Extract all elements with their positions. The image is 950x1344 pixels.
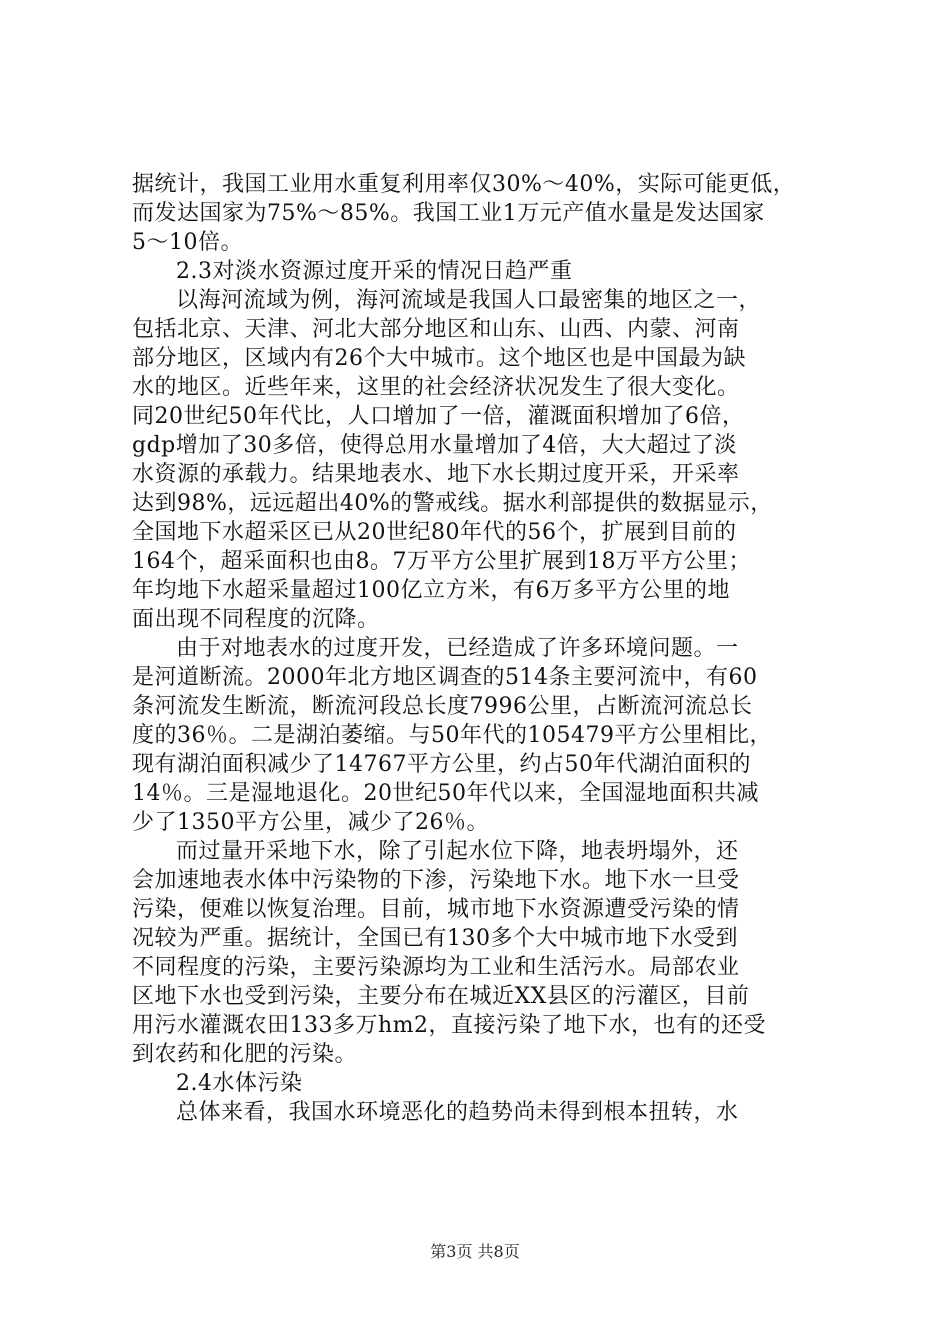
text-line: 据统计，我国工业用水重复利用率仅30%～40%，实际可能更低，: [132, 172, 796, 197]
text-line: 现有湖泊面积减少了14767平方公里，约占50年代湖泊面积的: [132, 752, 751, 777]
text-line: 少了1350平方公里，减少了26％。: [132, 810, 489, 835]
text-line: 同20世纪50年代比，人口增加了一倍，灌溉面积增加了6倍，: [132, 404, 745, 429]
text-line: 水的地区。近些年来，这里的社会经济状况发生了很大变化。: [132, 375, 740, 400]
paragraph-first-line: 而过量开采地下水，除了引起水位下降，地表坍塌外，还: [176, 839, 739, 864]
text-line: 用污水灌溉农田133多万hm2，直接污染了地下水，也有的还受: [132, 1013, 767, 1038]
paragraph-first-line: 由于对地表水的过度开发，已经造成了许多环境问题。一: [176, 636, 739, 661]
text-line: 达到98%，远远超出40%的警戒线。据水利部提供的数据显示，: [132, 491, 773, 516]
document-body: [132, 170, 838, 1127]
text-line: 况较为严重。据统计，全国已有130多个大中城市地下水受到: [132, 926, 738, 951]
text-line: 会加速地表水体中污染物的下渗，污染地下水。地下水一旦受: [132, 868, 740, 893]
text-line: 而发达国家为75%～85%。我国工业1万元产值水量是发达国家: [132, 201, 765, 226]
text-line: 到农药和化肥的污染。: [132, 1042, 358, 1067]
text-line: 全国地下水超采区已从20世纪80年代的56个，扩展到目前的: [132, 520, 737, 545]
text-line: 条河流发生断流，断流河段总长度7996公里，占断流河流总长: [132, 694, 753, 719]
section-heading: 2.3对淡水资源过度开采的情况日趋严重: [176, 259, 573, 284]
text-line: 包括北京、天津、河北大部分地区和山东、山西、内蒙、河南: [132, 317, 740, 342]
text-line: 部分地区，区域内有26个大中城市。这个地区也是中国最为缺: [132, 346, 746, 371]
text-line: 度的36％。二是湖泊萎缩。与50年代的105479平方公里相比，: [132, 723, 772, 748]
text-line: 不同程度的污染，主要污染源均为工业和生活污水。局部农业: [132, 955, 740, 980]
section-heading: 2.4水体污染: [176, 1071, 303, 1096]
page-footer: 第3页 共8页: [430, 1242, 520, 1261]
text-line: 区地下水也受到污染，主要分布在城近XX县区的污灌区，目前: [132, 984, 750, 1009]
text-line: 14％。三是湿地退化。20世纪50年代以来，全国湿地面积共减: [132, 781, 759, 806]
text-line: 5～10倍。: [132, 230, 243, 255]
text-line: 年均地下水超采量超过100亿立方米，有6万多平方公里的地: [132, 578, 730, 603]
text-line: 面出现不同程度的沉降。: [132, 607, 380, 632]
paragraph-first-line: 总体来看，我国水环境恶化的趋势尚未得到根本扭转，水: [176, 1100, 739, 1125]
text-line: 污染，便难以恢复治理。目前，城市地下水资源遭受污染的情: [132, 897, 740, 922]
paragraph-first-line: 以海河流域为例，海河流域是我国人口最密集的地区之一，: [176, 288, 762, 313]
text-line: gdp增加了30多倍，使得总用水量增加了4倍，大大超过了淡: [132, 433, 737, 458]
text-line: 164个，超采面积也由8。7万平方公里扩展到18万平方公里；: [132, 549, 751, 574]
text-line: 水资源的承载力。结果地表水、地下水长期过度开采，开采率: [132, 462, 740, 487]
text-line: 是河道断流。2000年北方地区调查的514条主要河流中，有60: [132, 665, 758, 690]
